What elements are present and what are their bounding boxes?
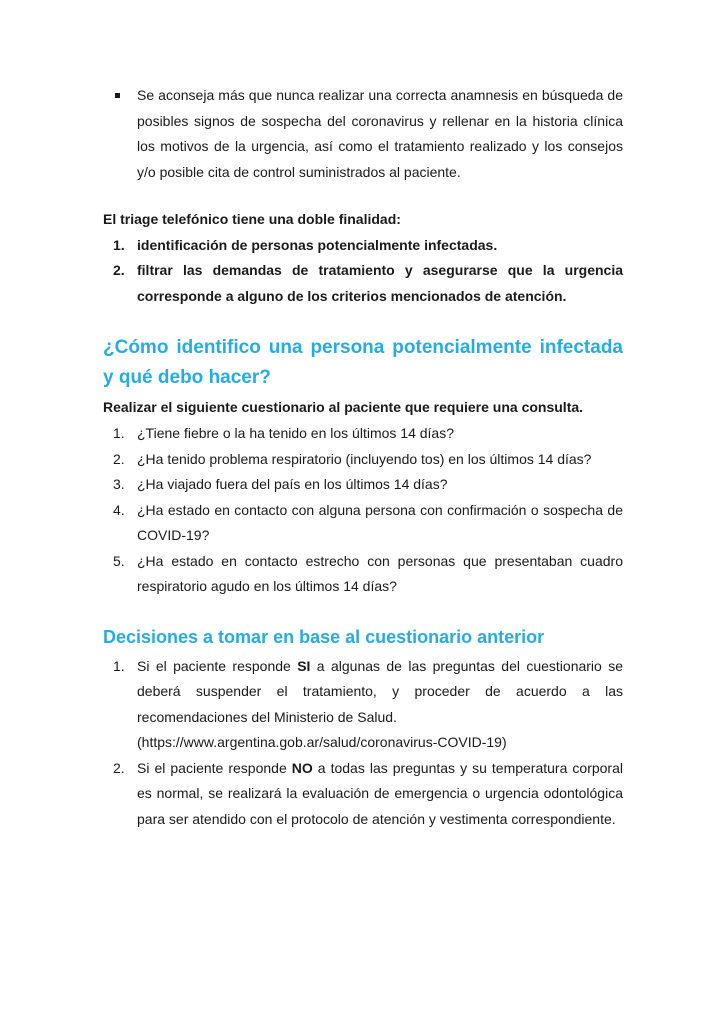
triage-lead: El triage telefónico tiene una doble finalidad:	[103, 211, 401, 227]
intro-bullet-text: Se aconseja más que nunca realizar una correcta anamnesis en búsqueda de posibles signos de sospecha del coronavirus y rellenar en la historia clínica los motivos de la urgencia, así como el tratamiento realizado y los consejos y/o posible cita de control suministrados al paciente.	[137, 87, 623, 180]
decision-text-pre: Si el paciente responde	[137, 759, 292, 776]
question-text: ¿Ha estado en contacto con alguna persona con confirmación o sospecha de COVID-19?	[137, 501, 623, 543]
document-page	[103, 83, 623, 832]
ministry-link[interactable]: (https://www.argentina.gob.ar/salud/coronavirus-COVID-19)	[137, 734, 507, 750]
question-item	[103, 498, 623, 549]
list-number: 5.	[113, 552, 125, 569]
decision-answer-no: NO	[291, 759, 313, 776]
question-item	[103, 421, 623, 447]
list-number: 1.	[113, 425, 125, 441]
decision-item	[103, 756, 623, 833]
questionnaire-intro: Realizar el siguiente cuestionario al paciente que requiere una consulta.	[103, 399, 584, 415]
question-text: ¿Ha estado en contacto estrecho con personas que presentaban cuadro respiratorio agudo en los últimos 14 días?	[137, 552, 623, 594]
list-number: 4.	[113, 501, 125, 518]
decision-answer-si: SI	[297, 657, 311, 674]
list-number: 1.	[113, 657, 125, 674]
triage-item	[103, 258, 623, 309]
square-bullet-icon	[115, 93, 120, 98]
list-number: 2.	[113, 450, 125, 467]
triage-item	[103, 233, 623, 259]
section-heading-decisions: Decisiones a tomar en base al cuestionario anterior	[103, 626, 545, 647]
decision-text-post: a algunas de las preguntas del cuestionario se deberá suspender el tratamiento, y proceder de acuerdo a las recomendaciones del Ministerio de Salud.	[137, 657, 623, 725]
list-number: 1.	[113, 236, 125, 253]
question-item	[103, 447, 623, 473]
triage-item-text: filtrar las demandas de tratamiento y asegurarse que la urgencia corresponde a alguno de los criterios mencionados de atención.	[137, 262, 623, 304]
list-number: 2.	[113, 759, 125, 776]
decision-text-pre: Si el paciente responde	[137, 657, 298, 674]
question-text: ¿Tiene fiebre o la ha tenido en los últimos 14 días?	[137, 425, 455, 441]
questionnaire-list	[103, 421, 623, 600]
decisions-list	[103, 654, 623, 833]
list-number: 3.	[113, 476, 125, 492]
section-heading-identify: ¿Cómo identifico una persona potencialmente infectada y qué debo hacer?	[103, 337, 623, 388]
triage-list	[103, 233, 623, 310]
decision-text-post: a todas las preguntas y su temperatura corporal es normal, se realizará la evaluación de emergencia o urgencia odontológica para ser atendido con el protocolo de atención y vestimenta correspondiente.	[137, 759, 623, 827]
question-item	[103, 549, 623, 600]
question-text: ¿Ha tenido problema respiratorio (incluyendo tos) en los últimos 14 días?	[137, 450, 592, 467]
question-text: ¿Ha viajado fuera del país en los últimos 14 días?	[137, 476, 448, 492]
list-number: 2.	[113, 262, 125, 278]
decision-item	[103, 654, 623, 756]
question-item	[103, 472, 623, 498]
triage-item-text: identificación de personas potencialmente infectadas.	[137, 236, 498, 253]
intro-bullet-item	[103, 83, 623, 185]
